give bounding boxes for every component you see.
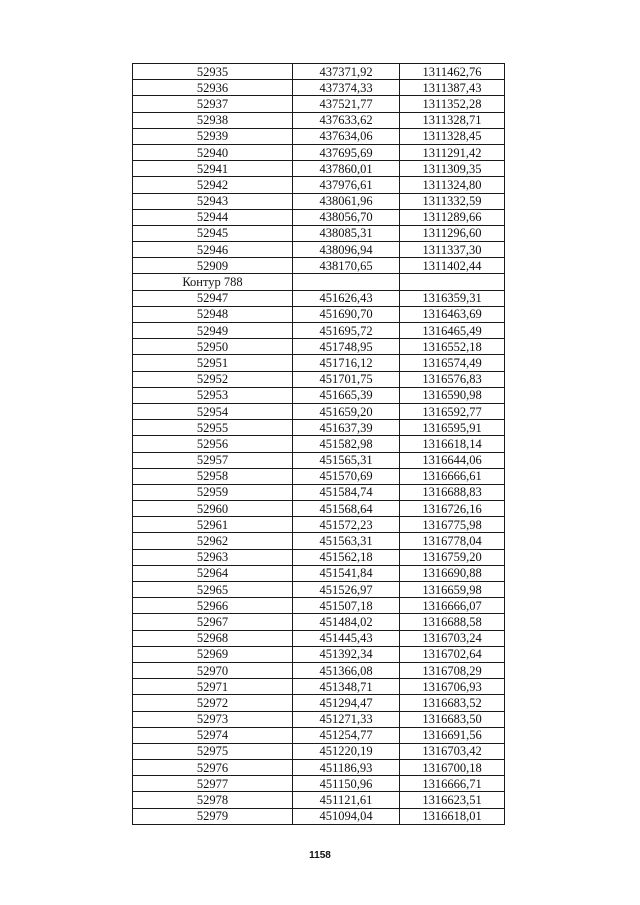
point-number-cell: 52935 — [133, 64, 293, 80]
table-row — [133, 517, 505, 533]
y-coordinate-cell: 1316666,07 — [400, 598, 505, 614]
y-coordinate-cell: 1316618,01 — [400, 808, 505, 824]
x-coordinate-cell: 438085,31 — [293, 225, 400, 241]
y-coordinate-cell: 1316592,77 — [400, 403, 505, 419]
table-row — [133, 64, 505, 80]
point-number-cell: 52943 — [133, 193, 293, 209]
y-coordinate-cell: 1316703,42 — [400, 743, 505, 759]
x-coordinate-cell: 437634,06 — [293, 128, 400, 144]
point-number-cell: 52938 — [133, 112, 293, 128]
y-coordinate-cell: 1316683,50 — [400, 711, 505, 727]
x-coordinate-cell: 451348,71 — [293, 679, 400, 695]
table-row — [133, 161, 505, 177]
x-coordinate-cell: 451094,04 — [293, 808, 400, 824]
x-coordinate-cell: 451659,20 — [293, 403, 400, 419]
y-coordinate-cell: 1311352,28 — [400, 96, 505, 112]
point-number-cell: 52955 — [133, 420, 293, 436]
point-number-cell: 52975 — [133, 743, 293, 759]
y-coordinate-cell: 1311289,66 — [400, 209, 505, 225]
point-number-cell: 52940 — [133, 144, 293, 160]
table-row — [133, 760, 505, 776]
point-number-cell: 52944 — [133, 209, 293, 225]
y-coordinate-cell: 1311462,76 — [400, 64, 505, 80]
table-row — [133, 193, 505, 209]
y-coordinate-cell: 1316759,20 — [400, 549, 505, 565]
y-coordinate-cell: 1316706,93 — [400, 679, 505, 695]
coordinates-table — [132, 63, 505, 825]
x-coordinate-cell: 451568,64 — [293, 501, 400, 517]
point-number-cell: 52979 — [133, 808, 293, 824]
table-row — [133, 387, 505, 403]
table-row — [133, 420, 505, 436]
table-row — [133, 549, 505, 565]
y-coordinate-cell: 1316700,18 — [400, 760, 505, 776]
table-row — [133, 323, 505, 339]
x-coordinate-cell: 438096,94 — [293, 242, 400, 258]
y-coordinate-cell: 1311309,35 — [400, 161, 505, 177]
x-coordinate-cell: 451562,18 — [293, 549, 400, 565]
y-coordinate-cell: 1311328,45 — [400, 128, 505, 144]
y-coordinate-cell: 1311324,80 — [400, 177, 505, 193]
table-row — [133, 96, 505, 112]
y-coordinate-cell: 1311332,59 — [400, 193, 505, 209]
table-row — [133, 128, 505, 144]
x-coordinate-cell: 451271,33 — [293, 711, 400, 727]
y-coordinate-cell: 1311328,71 — [400, 112, 505, 128]
x-coordinate-cell: 437860,01 — [293, 161, 400, 177]
table-row — [133, 679, 505, 695]
table-row — [133, 225, 505, 241]
point-number-cell: 52965 — [133, 582, 293, 598]
y-coordinate-cell: 1316552,18 — [400, 339, 505, 355]
x-coordinate-cell: 451716,12 — [293, 355, 400, 371]
table-row — [133, 371, 505, 387]
empty-cell — [293, 274, 400, 290]
point-number-cell: 52939 — [133, 128, 293, 144]
x-coordinate-cell: 437695,69 — [293, 144, 400, 160]
x-coordinate-cell: 438056,70 — [293, 209, 400, 225]
y-coordinate-cell: 1316688,58 — [400, 614, 505, 630]
point-number-cell: 52958 — [133, 468, 293, 484]
y-coordinate-cell: 1316595,91 — [400, 420, 505, 436]
table-row — [133, 290, 505, 306]
table-row — [133, 727, 505, 743]
y-coordinate-cell: 1316574,49 — [400, 355, 505, 371]
contour-header-row — [133, 274, 505, 290]
y-coordinate-cell: 1316703,24 — [400, 630, 505, 646]
point-number-cell: 52950 — [133, 339, 293, 355]
y-coordinate-cell: 1316576,83 — [400, 371, 505, 387]
point-number-cell: 52977 — [133, 776, 293, 792]
table-row — [133, 177, 505, 193]
table-row — [133, 436, 505, 452]
point-number-cell: 52969 — [133, 646, 293, 662]
x-coordinate-cell: 451570,69 — [293, 468, 400, 484]
table-row — [133, 452, 505, 468]
point-number-cell: 52949 — [133, 323, 293, 339]
y-coordinate-cell: 1316465,49 — [400, 323, 505, 339]
table-row — [133, 711, 505, 727]
x-coordinate-cell: 451584,74 — [293, 484, 400, 500]
point-number-cell: 52978 — [133, 792, 293, 808]
x-coordinate-cell: 438170,65 — [293, 258, 400, 274]
table-row — [133, 355, 505, 371]
x-coordinate-cell: 451572,23 — [293, 517, 400, 533]
contour-label: Контур 788 — [133, 274, 293, 290]
table-row — [133, 743, 505, 759]
x-coordinate-cell: 437633,62 — [293, 112, 400, 128]
point-number-cell: 52947 — [133, 290, 293, 306]
y-coordinate-cell: 1316666,61 — [400, 468, 505, 484]
y-coordinate-cell: 1316708,29 — [400, 662, 505, 678]
table-row — [133, 646, 505, 662]
table-row — [133, 403, 505, 419]
table-row — [133, 468, 505, 484]
x-coordinate-cell: 451748,95 — [293, 339, 400, 355]
y-coordinate-cell: 1316778,04 — [400, 533, 505, 549]
y-coordinate-cell: 1316688,83 — [400, 484, 505, 500]
point-number-cell: 52946 — [133, 242, 293, 258]
y-coordinate-cell: 1316359,31 — [400, 290, 505, 306]
y-coordinate-cell: 1311296,60 — [400, 225, 505, 241]
point-number-cell: 52957 — [133, 452, 293, 468]
point-number-cell: 52945 — [133, 225, 293, 241]
point-number-cell: 52963 — [133, 549, 293, 565]
point-number-cell: 52972 — [133, 695, 293, 711]
x-coordinate-cell: 451626,43 — [293, 290, 400, 306]
point-number-cell: 52961 — [133, 517, 293, 533]
y-coordinate-cell: 1316726,16 — [400, 501, 505, 517]
table-row — [133, 695, 505, 711]
table-row — [133, 630, 505, 646]
table-row — [133, 662, 505, 678]
x-coordinate-cell: 451294,47 — [293, 695, 400, 711]
x-coordinate-cell: 437371,92 — [293, 64, 400, 80]
point-number-cell: 52936 — [133, 80, 293, 96]
y-coordinate-cell: 1316623,51 — [400, 792, 505, 808]
table-row — [133, 565, 505, 581]
x-coordinate-cell: 451254,77 — [293, 727, 400, 743]
x-coordinate-cell: 451637,39 — [293, 420, 400, 436]
point-number-cell: 52937 — [133, 96, 293, 112]
x-coordinate-cell: 451526,97 — [293, 582, 400, 598]
page-number: 1158 — [309, 850, 331, 861]
point-number-cell: 52966 — [133, 598, 293, 614]
y-coordinate-cell: 1316691,56 — [400, 727, 505, 743]
table-row — [133, 484, 505, 500]
point-number-cell: 52973 — [133, 711, 293, 727]
y-coordinate-cell: 1311291,42 — [400, 144, 505, 160]
x-coordinate-cell: 451690,70 — [293, 306, 400, 322]
x-coordinate-cell: 451121,61 — [293, 792, 400, 808]
y-coordinate-cell: 1316702,64 — [400, 646, 505, 662]
point-number-cell: 52909 — [133, 258, 293, 274]
table-row — [133, 306, 505, 322]
x-coordinate-cell: 451563,31 — [293, 533, 400, 549]
table-row — [133, 792, 505, 808]
x-coordinate-cell: 451392,34 — [293, 646, 400, 662]
table-row — [133, 598, 505, 614]
table-row — [133, 614, 505, 630]
point-number-cell: 52964 — [133, 565, 293, 581]
x-coordinate-cell: 437374,33 — [293, 80, 400, 96]
point-number-cell: 52952 — [133, 371, 293, 387]
table-row — [133, 808, 505, 824]
table-row — [133, 112, 505, 128]
x-coordinate-cell: 451220,19 — [293, 743, 400, 759]
y-coordinate-cell: 1316690,88 — [400, 565, 505, 581]
y-coordinate-cell: 1316644,06 — [400, 452, 505, 468]
y-coordinate-cell: 1316590,98 — [400, 387, 505, 403]
table-row — [133, 80, 505, 96]
table-row — [133, 776, 505, 792]
point-number-cell: 52962 — [133, 533, 293, 549]
point-number-cell: 52976 — [133, 760, 293, 776]
x-coordinate-cell: 438061,96 — [293, 193, 400, 209]
point-number-cell: 52959 — [133, 484, 293, 500]
point-number-cell: 52967 — [133, 614, 293, 630]
x-coordinate-cell: 451484,02 — [293, 614, 400, 630]
x-coordinate-cell: 451695,72 — [293, 323, 400, 339]
x-coordinate-cell: 451582,98 — [293, 436, 400, 452]
y-coordinate-cell: 1316618,14 — [400, 436, 505, 452]
coordinates-table-body — [133, 64, 505, 825]
y-coordinate-cell: 1316775,98 — [400, 517, 505, 533]
y-coordinate-cell: 1316683,52 — [400, 695, 505, 711]
point-number-cell: 52968 — [133, 630, 293, 646]
y-coordinate-cell: 1311337,30 — [400, 242, 505, 258]
point-number-cell: 52951 — [133, 355, 293, 371]
point-number-cell: 52960 — [133, 501, 293, 517]
empty-cell — [400, 274, 505, 290]
y-coordinate-cell: 1316463,69 — [400, 306, 505, 322]
x-coordinate-cell: 451507,18 — [293, 598, 400, 614]
y-coordinate-cell: 1311387,43 — [400, 80, 505, 96]
x-coordinate-cell: 451366,08 — [293, 662, 400, 678]
table-row — [133, 582, 505, 598]
x-coordinate-cell: 451701,75 — [293, 371, 400, 387]
x-coordinate-cell: 451150,96 — [293, 776, 400, 792]
point-number-cell: 52970 — [133, 662, 293, 678]
x-coordinate-cell: 451665,39 — [293, 387, 400, 403]
point-number-cell: 52956 — [133, 436, 293, 452]
point-number-cell: 52942 — [133, 177, 293, 193]
point-number-cell: 52953 — [133, 387, 293, 403]
table-row — [133, 144, 505, 160]
x-coordinate-cell: 451541,84 — [293, 565, 400, 581]
table-row — [133, 242, 505, 258]
y-coordinate-cell: 1311402,44 — [400, 258, 505, 274]
y-coordinate-cell: 1316659,98 — [400, 582, 505, 598]
x-coordinate-cell: 437976,61 — [293, 177, 400, 193]
x-coordinate-cell: 451565,31 — [293, 452, 400, 468]
table-row — [133, 258, 505, 274]
table-row — [133, 501, 505, 517]
point-number-cell: 52971 — [133, 679, 293, 695]
table-row — [133, 209, 505, 225]
point-number-cell: 52948 — [133, 306, 293, 322]
x-coordinate-cell: 451445,43 — [293, 630, 400, 646]
table-row — [133, 533, 505, 549]
table-row — [133, 339, 505, 355]
point-number-cell: 52954 — [133, 403, 293, 419]
x-coordinate-cell: 437521,77 — [293, 96, 400, 112]
y-coordinate-cell: 1316666,71 — [400, 776, 505, 792]
point-number-cell: 52974 — [133, 727, 293, 743]
x-coordinate-cell: 451186,93 — [293, 760, 400, 776]
point-number-cell: 52941 — [133, 161, 293, 177]
